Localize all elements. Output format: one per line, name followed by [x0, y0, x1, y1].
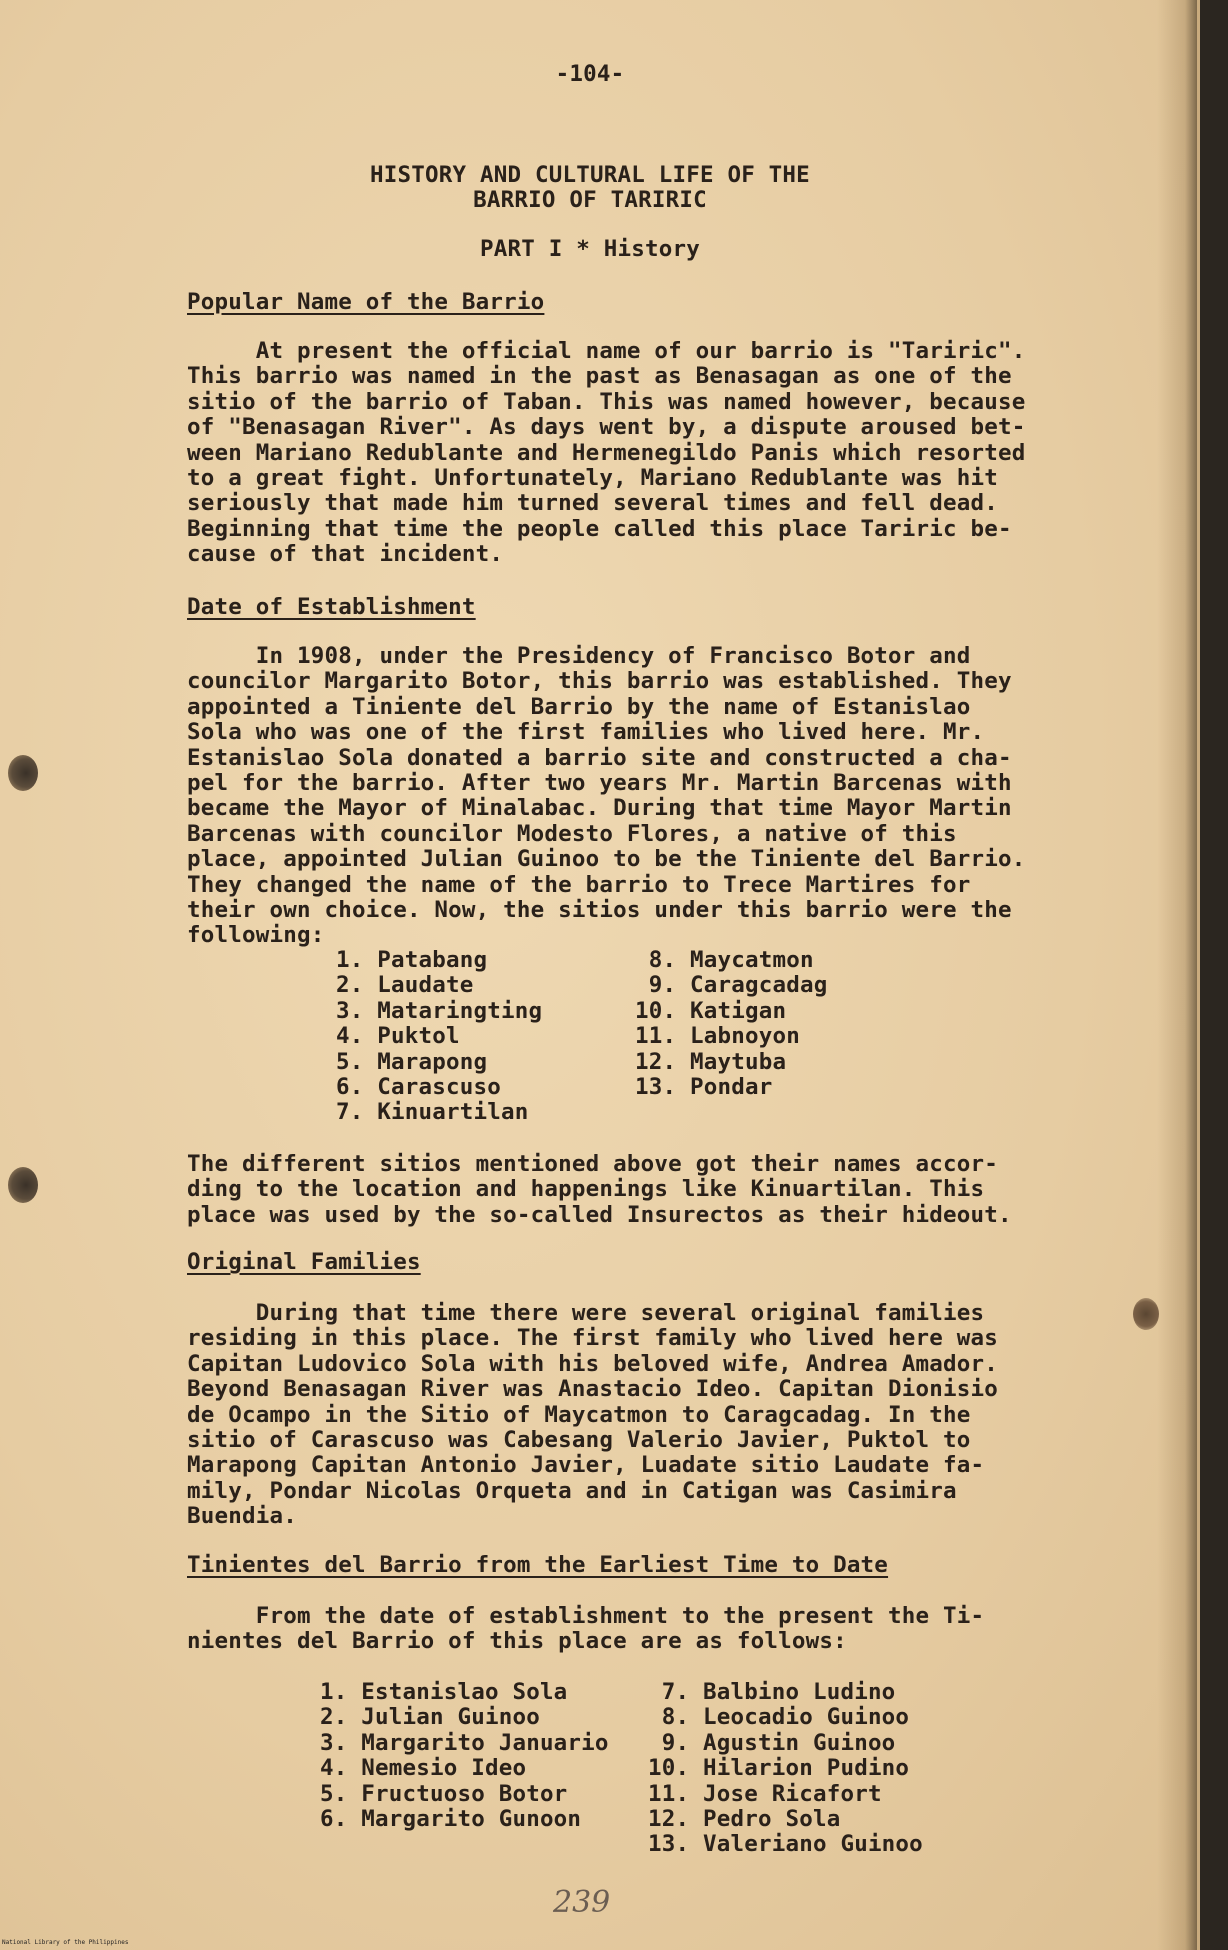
sitio-item: 9. Caragcadag [635, 972, 828, 999]
sitio-item: 12. Maytuba [635, 1048, 787, 1075]
teniente-item: 1. Estanislao Sola [320, 1679, 568, 1705]
heading-popular-name: Popular Name of the Barrio [187, 289, 545, 315]
text-line: pel for the barrio. After two years Mr. Martin Barcenas with [187, 770, 1012, 796]
page-edge-shadow [1157, 0, 1197, 1950]
sitio-item: 3. Mataringting [336, 997, 543, 1024]
text-line: During that time there were several original families [187, 1300, 985, 1326]
sitio-item: 2. Laudate [336, 972, 474, 999]
teniente-item: 13. Valeriano Guinoo [648, 1831, 923, 1858]
teniente-item: 12. Pedro Sola [648, 1806, 841, 1832]
teniente-item: 10. Hilarion Pudino [648, 1755, 910, 1782]
text-line: Capitan Ludovico Sola with his beloved wife, Andrea Amador. [187, 1350, 999, 1377]
heading-date-of-establishment: Date of Establishment [187, 594, 476, 620]
sitio-item: 10. Katigan [635, 997, 787, 1024]
text-line: sitio of Carascuso was Cabesang Valerio Javier, Puktol to [187, 1427, 971, 1453]
title-line-2: BARRIO OF TARIRIC [473, 187, 707, 213]
text-line: to a great fight. Unfortunately, Mariano Redublante was hit [187, 465, 999, 491]
text-line: residing in this place. The first family who lived here was [187, 1325, 999, 1352]
teniente-item: 2. Julian Guinoo [320, 1704, 540, 1731]
teniente-item: 6. Margarito Gunoon [320, 1806, 582, 1832]
text-line: cause of that incident. [187, 541, 504, 568]
sitio-item: 8. Maycatmon [635, 947, 814, 973]
teniente-item: 8. Leocadio Guinoo [648, 1704, 910, 1731]
text-line: became the Mayor of Minalabac. During that time Mayor Martin [187, 795, 1012, 822]
text-line: seriously that made him turned several times and fell dead. [187, 490, 999, 517]
teniente-item: 5. Fructuoso Botor [320, 1780, 568, 1807]
footer-credit: National Library of the Philippines [2, 1939, 129, 1946]
text-line: At present the official name of our barrio is "Tariric". [187, 338, 1026, 364]
text-line: This barrio was named in the past as Benasagan as one of the [187, 363, 1012, 390]
text-line: Beyond Benasagan River was Anastacio Ideo. Capitan Dionisio [187, 1376, 999, 1403]
sitio-item: 4. Puktol [336, 1023, 460, 1050]
text-line: Barcenas with councilor Modesto Flores, a native of this [187, 820, 957, 847]
sitio-item: 7. Kinuartilan [336, 1099, 529, 1126]
text-line: their own choice. Now, the sitios under this barrio were the [187, 897, 1012, 923]
sitio-item: 6. Carascuso [336, 1074, 501, 1100]
heading-tinientes: Tinientes del Barrio from the Earliest Time to Date [187, 1552, 889, 1578]
text-line: mily, Pondar Nicolas Orqueta and in Catigan was Casimira [187, 1477, 957, 1504]
text-line: sitio of the barrio of Taban. This was named however, because [187, 388, 1026, 415]
page-number: -104- [555, 61, 625, 87]
handwritten-page-number: 239 [553, 1885, 611, 1920]
title-line-1: HISTORY AND CULTURAL LIFE OF THE [370, 162, 810, 188]
ink-blot [1133, 1298, 1159, 1330]
part-heading: PART I * History [480, 236, 700, 262]
teniente-item: 9. Agustin Guinoo [648, 1729, 896, 1756]
text-line: de Ocampo in the Sitio of Maycatmon to Caragcadag. In the [187, 1401, 971, 1428]
text-line: place was used by the so-called Insurectos as their hideout. [187, 1201, 1012, 1228]
text-line: of "Benasagan River". As days went by, a dispute aroused bet- [187, 414, 1026, 441]
text-line: councilor Margarito Botor, this barrio was established. They [187, 668, 1012, 695]
text-line: Buendia. [187, 1503, 297, 1530]
text-line: ween Mariano Redublante and Hermenegildo Panis which resorted [187, 439, 1026, 466]
teniente-item: 3. Margarito Januario [320, 1729, 609, 1756]
text-line: In 1908, under the Presidency of Francisco Botor and [187, 643, 971, 669]
text-line: nientes del Barrio of this place are as follows: [187, 1628, 847, 1655]
punch-hole [8, 1167, 38, 1203]
text-line: place, appointed Julian Guinoo to be the Tiniente del Barrio. [187, 846, 1026, 873]
sitio-item: 5. Marapong [336, 1048, 488, 1075]
sitio-item: 13. Pondar [635, 1074, 773, 1100]
text-line: appointed a Tiniente del Barrio by the name of Estanislao [187, 693, 971, 720]
punch-hole [8, 755, 38, 791]
text-line: Beginning that time the people called this place Tariric be- [187, 515, 1012, 542]
text-line: The different sitios mentioned above got their names accor- [187, 1151, 999, 1177]
sitio-item: 1. Patabang [336, 947, 488, 973]
text-line: They changed the name of the barrio to Trece Martires for [187, 871, 971, 898]
text-line: ding to the location and happenings like Kinuartilan. This [187, 1176, 985, 1203]
heading-original-families: Original Families [187, 1249, 421, 1275]
text-line: following: [187, 922, 325, 949]
text-line: From the date of establishment to the present the Ti- [187, 1603, 985, 1629]
teniente-item: 4. Nemesio Ideo [320, 1755, 527, 1782]
teniente-item: 11. Jose Ricafort [648, 1780, 882, 1807]
teniente-item: 7. Balbino Ludino [648, 1679, 896, 1705]
text-line: Estanislao Sola donated a barrio site and constructed a cha- [187, 744, 1012, 771]
text-line: Sola who was one of the first families who lived here. Mr. [187, 719, 985, 746]
text-line: Marapong Capitan Antonio Javier, Luadate sitio Laudate fa- [187, 1452, 985, 1479]
sitio-item: 11. Labnoyon [635, 1023, 800, 1050]
